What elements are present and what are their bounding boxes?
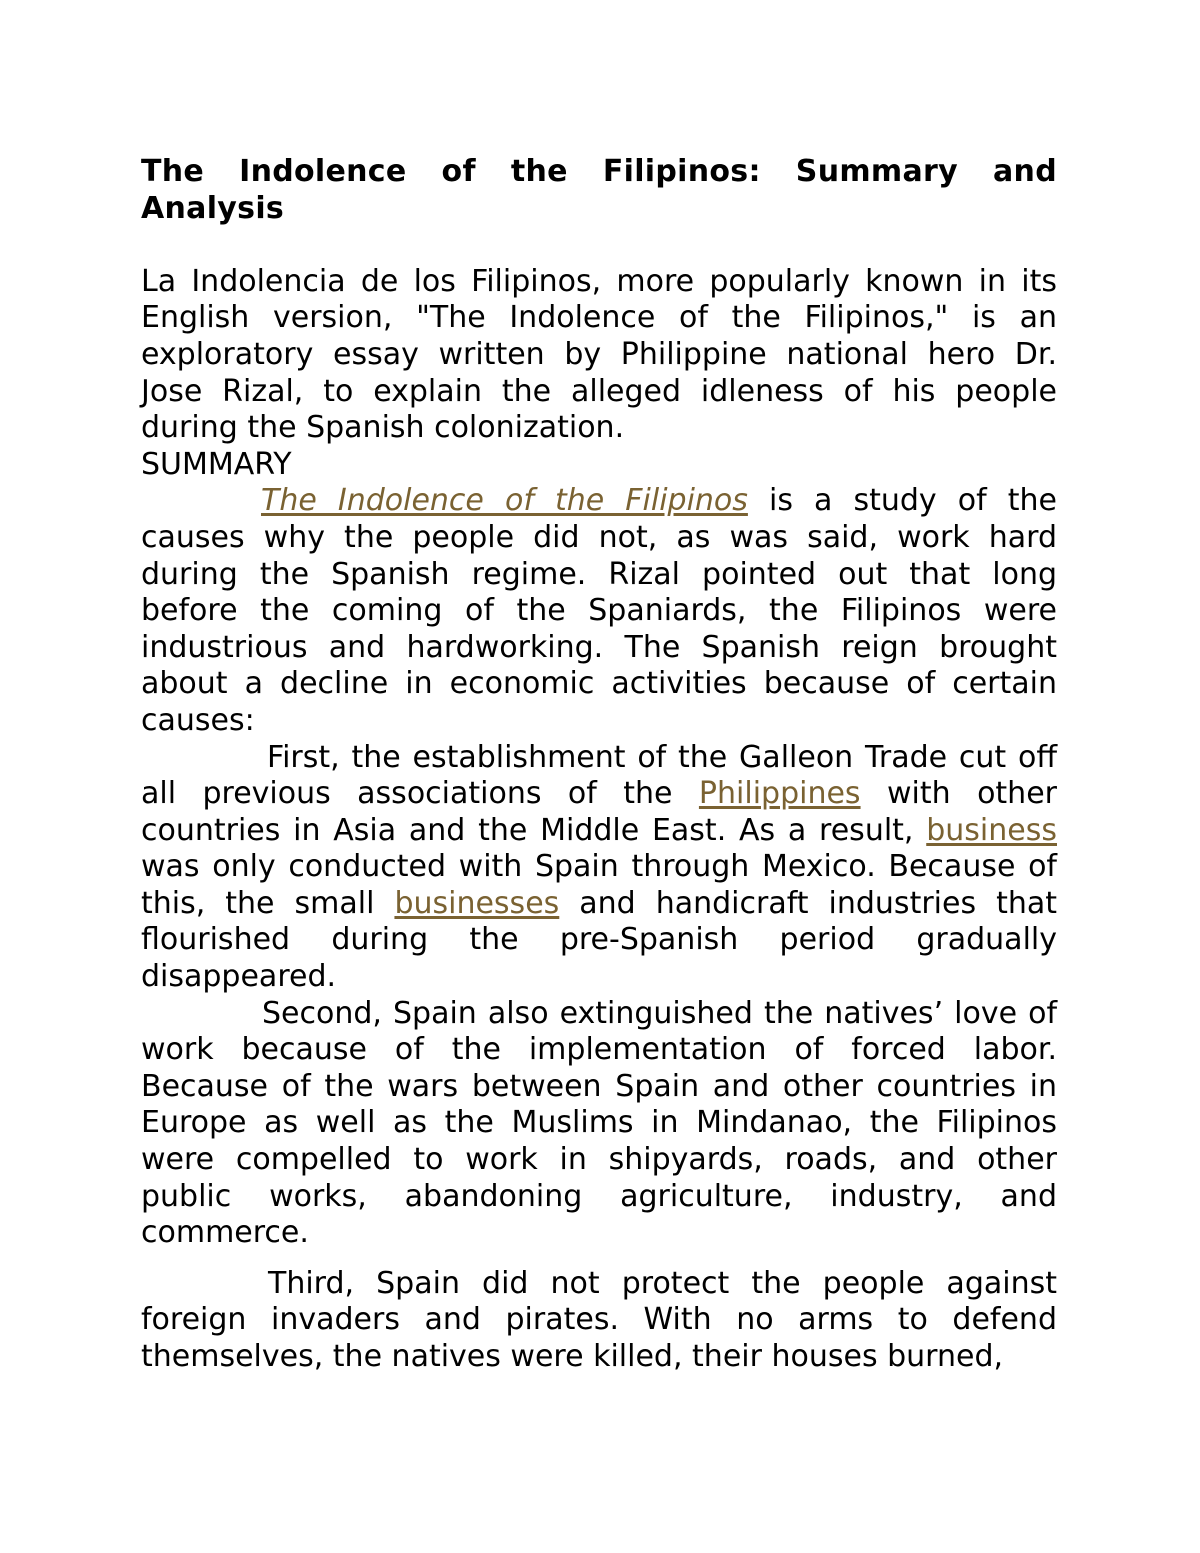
summary-text: is a study of the causes why the people did not, as was said, work hard during the Spanish regime. Rizal pointed out that long before the coming of the Spaniards, the Filipinos were industrious and hardworking. The Spanish reign brought about a decline in economic activities because of certain causes: (141, 483, 1057, 738)
first-cause-text-2: with other countries in Asia and the Middle East. As a result, (141, 776, 1057, 848)
document-page (141, 154, 1057, 1376)
essay-title-link[interactable]: The Indolence of the Filipinos (261, 483, 748, 519)
first-cause-text-4: and handicraft industries that flourished during the pre-Spanish period gradually disappeared. (141, 885, 1058, 995)
philippines-link[interactable]: Philippines (698, 776, 861, 812)
second-cause-paragraph: Second, Spain also extinguished the natives’ love of work because of the implementation of forced labor. Because of the wars between Spain and other countries in Europe as well as the Muslims in Mindanao, the Filipinos were compelled to work in shipyards, roads, and other public works, abandoning agriculture, industry, and commerce. (141, 995, 1057, 1251)
summary-heading: SUMMARY (141, 446, 292, 482)
first-cause-text-1: First, the establishment of the Galleon Trade cut off all previous associations of the (141, 739, 1057, 812)
businesses-link[interactable]: businesses (394, 885, 560, 921)
business-link[interactable]: business (926, 812, 1057, 848)
intro-paragraph: La Indolencia de los Filipinos, more popularly known in its English version, "The Indolence of the Filipinos," is an exploratory essay written by Philippine national hero Dr. Jose Rizal, to explain the alleged idleness of his people during the Spanish colonization. (141, 263, 1057, 446)
first-cause-paragraph (141, 740, 1057, 996)
first-cause-text-3: was only conducted with Spain through Mexico. Because of this, the small (141, 849, 1057, 921)
summary-paragraph (141, 483, 1057, 739)
document-title: The Indolence of the Filipinos: Summary and Analysis (141, 154, 1057, 226)
third-cause-paragraph: Third, Spain did not protect the people against foreign invaders and pirates. With no arms to defend themselves, the natives were killed, their houses burned, (141, 1265, 1057, 1374)
blank-line (141, 227, 1057, 264)
